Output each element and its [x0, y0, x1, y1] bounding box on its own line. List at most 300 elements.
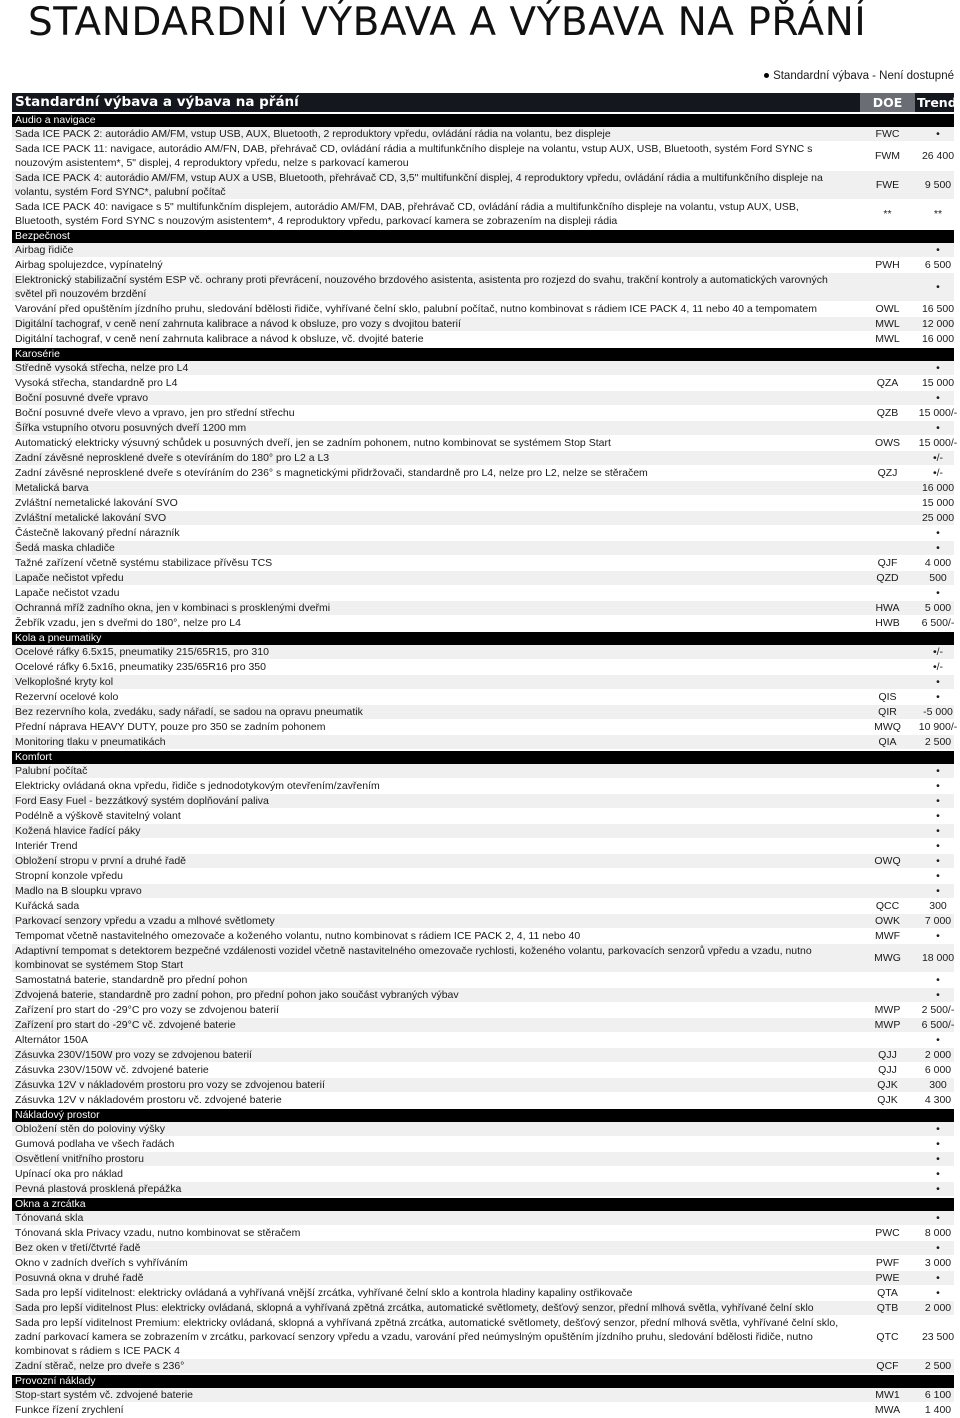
equipment-table: [12, 93, 958, 1418]
row-code: [860, 1137, 915, 1151]
row-code: QJJ: [878, 1064, 897, 1076]
table-row: [12, 1286, 954, 1301]
row-description: Zásuvka 12V v nákladovém prostoru vč. zdvojené baterie: [15, 1094, 282, 1106]
row-trend-value: •: [936, 691, 940, 703]
row-trend-value: •: [936, 825, 940, 837]
row-trend-value: •: [936, 870, 940, 882]
row-trend-value: •: [936, 780, 940, 792]
row-description: Vysoká střecha, standardně pro L4: [15, 377, 178, 389]
row-code: [860, 1241, 915, 1255]
row-description: Adaptivní tempomat s detektorem bezpečné vzdálenosti vozidel včetně nastavitelného omezovače rychlosti, koženého volantu, parkovacích senzorů vpředu a vzadu, nutno kombinovat se systémem Stop Start: [15, 945, 812, 971]
row-trend-value: 4 000: [924, 557, 952, 569]
table-row: [12, 376, 954, 391]
row-description: Boční posuvné dveře vpravo: [15, 392, 149, 404]
row-trend-value: •: [936, 989, 940, 1001]
row-trend-value: 6 500/-: [921, 617, 955, 629]
table-row: [12, 944, 954, 973]
row-trend-value: •: [936, 362, 940, 374]
row-description: Sada pro lepší viditelnost: elektricky ovládaná a vyhřívaná vnější zrcátka, vyhřívané čelní sklo a kontrola hladiny kapaliny ostřikovače: [15, 1287, 633, 1299]
row-description: Monitoring tlaku v pneumatikách: [15, 736, 166, 748]
row-trend-value: •: [936, 1242, 940, 1254]
row-code: [860, 645, 915, 659]
table-row: [12, 1271, 954, 1286]
row-description: Zadní závěsné neprosklené dveře s otevíráním do 236° s magnetickými přidržovači, standardně pro L4, nelze pro L2, nelze se stěračem: [15, 467, 648, 479]
row-trend-value: •/-: [932, 452, 944, 464]
section: [12, 1375, 954, 1418]
row-description: Zvláštní nemetalické lakování SVO: [15, 497, 178, 509]
row-code: PWH: [875, 259, 900, 271]
row-code: [860, 869, 915, 883]
row-code: MWQ: [874, 721, 901, 733]
row-trend-value: •: [936, 974, 940, 986]
row-trend-value: •: [936, 1287, 940, 1299]
row-code: [860, 361, 915, 375]
row-description: Samostatná baterie, standardně pro přední pohon: [15, 974, 248, 986]
row-trend-value: 5 000: [924, 602, 952, 614]
row-code: QZD: [876, 572, 899, 584]
row-description: Sada pro lepší viditelnost Premium: elektricky ovládaná, sklopná a vyhřívaná zpětná zrcátka, automatické světlomety, dešťový senzor, přední mlhová světla, vyhřívané čelní sklo, zadní parkovací kamera se zobrazením v zrcátku, parkovací senzory vpředu a vzadu, varování před neúmyslným opuštěním jízdního pruhu, sledování bdělosti řidiče, nutno kombinovat s rádiem s ICE PACK 4: [15, 1317, 839, 1357]
table-row: [12, 764, 954, 779]
table-header: [12, 93, 957, 112]
row-code: QZJ: [877, 467, 898, 479]
row-trend-value: 6 100: [924, 1389, 952, 1401]
row-description: Stop-start systém vč. zdvojené baterie: [15, 1389, 193, 1401]
row-trend-value: 26 400: [921, 150, 955, 162]
table-row: [12, 869, 954, 884]
row-description: Sada ICE PACK 40: navigace s 5" multifunkčním displejem, autorádio AM/FM, DAB, přehrávač CD, ovládání rádia a multifunkčního displeje na volantu, vstup AUX, USB, Bluetooth, systém Ford SYNC s nouzovým asistentem*, 4 reproduktory vpředu, parkovací kamera se zobrazením na displeji rádia: [15, 201, 799, 227]
row-description: Sada ICE PACK 4: autorádio AM/FM, vstup AUX a USB, Bluetooth, přehrávač CD, 3,5" multifunkční displej, 4 reproduktory vpředu, ovládání rádia a multifunkčního displeje na volantu, systém Ford SYNC*, palubní počítač: [15, 172, 823, 198]
row-code: **: [883, 208, 892, 220]
row-code: [860, 675, 915, 689]
table-row: [12, 1152, 954, 1167]
row-description: Varování před opuštěním jízdního pruhu, sledování bdělosti řidiče, vyhřívané čelní sklo, palubní počítač, nutno kombinovat s rádiem ICE PACK 4, 11 nebo 40 a tempomatem: [15, 303, 817, 315]
row-description: Pevná plastová prosklená přepážka: [15, 1183, 182, 1195]
table-title: Standardní výbava a výbava na přání: [15, 94, 299, 110]
row-description: Elektronický stabilizační systém ESP vč. ochrany proti převrácení, nouzového brzdového asistenta, asistenta pro rozjezd do svahu, trakční kontroly a automatických varovných světel při nouzovém brzdění: [15, 274, 828, 300]
row-trend-value: 2 500: [924, 1360, 952, 1372]
row-description: Stropní konzole vpředu: [15, 870, 123, 882]
row-trend-value: 6 500: [924, 259, 952, 271]
table-row: [12, 601, 954, 616]
row-description: Boční posuvné dveře vlevo a vpravo, jen pro střední střechu: [15, 407, 295, 419]
row-description: Zásuvka 230V/150W vč. zdvojené baterie: [15, 1064, 209, 1076]
table-row: [12, 1003, 954, 1018]
section-header: Bezpečnost: [12, 230, 954, 243]
table-row: [12, 258, 954, 273]
table-row: [12, 854, 954, 869]
row-description: Airbag spolujezdce, vypínatelný: [15, 259, 163, 271]
table-row: [12, 1078, 954, 1093]
row-trend-value: 12 000: [921, 318, 955, 330]
row-trend-value: •/-: [932, 661, 944, 673]
row-trend-value: 9 500: [924, 179, 952, 191]
section-rows: [12, 361, 958, 631]
row-code: [860, 824, 915, 838]
row-trend-value: •: [936, 527, 940, 539]
table-row: [12, 1211, 954, 1226]
row-description: Bez oken v třetí/čtvrté řadě: [15, 1242, 141, 1254]
table-row: [12, 406, 958, 421]
row-description: Zvláštní metalické lakování SVO: [15, 512, 167, 524]
table-row: [12, 1048, 954, 1063]
row-description: Palubní počítač: [15, 765, 88, 777]
row-trend-value: -5 000: [923, 706, 953, 718]
row-trend-value: 8 000: [924, 1227, 952, 1239]
row-description: Zařízení pro start do -29°C vč. zdvojené baterie: [15, 1019, 236, 1031]
table-row: [12, 675, 954, 690]
row-trend-value: •: [936, 1272, 940, 1284]
row-description: Tempomat včetně nastavitelného omezovače a koženého volantu, nutno kombinovat s rádiem ICE PACK 2, 4, 11 nebo 40: [15, 930, 581, 942]
table-row: [12, 720, 958, 735]
table-row: [12, 929, 954, 944]
row-description: Upínací oka pro náklad: [15, 1168, 123, 1180]
table-row: [12, 914, 954, 929]
row-code: QTC: [876, 1331, 899, 1343]
section: [12, 114, 954, 229]
table-row: [12, 391, 954, 406]
row-code: [860, 988, 915, 1002]
section-header: Komfort: [12, 751, 954, 764]
table-row: [12, 660, 954, 675]
row-description: Parkovací senzory vpředu a vzadu a mlhové světlomety: [15, 915, 275, 927]
section-header: Okna a zrcátka: [12, 1198, 954, 1211]
row-trend-value: 2 000: [924, 1302, 952, 1314]
row-trend-value: 16 500: [921, 303, 955, 315]
row-description: Automatický elektricky výsuvný schůdek u posuvných dveří, jen se zadním pohonem, nutno kombinovat se systémem Stop Start: [15, 437, 611, 449]
table-row: [12, 127, 954, 142]
table-row: [12, 1301, 954, 1316]
row-trend-value: 6 000: [924, 1064, 952, 1076]
table-row: [12, 1182, 954, 1197]
row-description: Přední náprava HEAVY DUTY, pouze pro 350 se zadním pohonem: [15, 721, 326, 733]
row-trend-value: 25 000: [921, 512, 955, 524]
table-row: [12, 1093, 954, 1108]
row-code: OWL: [875, 303, 900, 315]
row-description: Ochranná mříž zadního okna, jen v kombinaci s prosklenými dveřmi: [15, 602, 331, 614]
row-trend-value: 7 000: [924, 915, 952, 927]
row-code: FWM: [874, 150, 901, 162]
row-description: Sada pro lepší viditelnost Plus: elektricky ovládaná, sklopná a vyhřívaná zpětná zrcátka, automatické světlomety, dešťový senzor, přední mlhová světla, vyhřívané čelní sklo: [15, 1302, 814, 1314]
table-row: [12, 451, 954, 466]
row-code: OWQ: [874, 855, 901, 867]
row-trend-value: **: [933, 208, 943, 220]
row-trend-value: •: [936, 676, 940, 688]
row-code: QCC: [875, 900, 900, 912]
section: [12, 632, 958, 750]
section: [12, 751, 954, 1108]
table-row: [12, 794, 954, 809]
table-row: [12, 1316, 954, 1359]
row-trend-value: 15 000/-: [918, 437, 958, 449]
row-trend-value: 300: [929, 1079, 947, 1091]
row-trend-value: 23 500: [921, 1331, 955, 1343]
row-code: QZA: [876, 377, 899, 389]
row-trend-value: •: [936, 542, 940, 554]
section-rows: [12, 1388, 954, 1418]
row-code: [860, 1167, 915, 1181]
table-row: [12, 690, 954, 705]
row-description: Digitální tachograf, v ceně není zahrnuta kalibrace a návod k obsluze, vč. dvojité baterie: [15, 333, 424, 345]
table-row: [12, 1033, 954, 1048]
row-code: MWP: [874, 1019, 901, 1031]
table-row: [12, 273, 954, 302]
table-row: [12, 1359, 954, 1374]
table-row: [12, 421, 954, 436]
row-description: Žebřík vzadu, jen s dveřmi do 180°, nelze pro L4: [15, 617, 241, 629]
row-code: QJK: [877, 1079, 898, 1091]
table-row: [12, 1063, 954, 1078]
row-description: Sada ICE PACK 2: autorádio AM/FM, vstup USB, AUX, Bluetooth, 2 reproduktory vpředu, ovládání rádia na volantu, bez displeje: [15, 128, 611, 140]
table-row: [12, 973, 954, 988]
table-row: [12, 779, 954, 794]
row-trend-value: 15 000: [921, 497, 955, 509]
row-trend-value: •: [936, 1153, 940, 1165]
row-description: Posuvná okna v druhé řadě: [15, 1272, 144, 1284]
row-code: HWA: [875, 602, 900, 614]
section-rows: [12, 764, 954, 1108]
section-rows: [12, 127, 954, 229]
row-trend-value: •: [936, 1168, 940, 1180]
row-description: Lapače nečistot vzadu: [15, 587, 120, 599]
row-description: Ocelové ráfky 6.5x15, pneumatiky 215/65R15, pro 310: [15, 646, 269, 658]
row-description: Kožená hlavice řadící páky: [15, 825, 141, 837]
row-code: [860, 511, 915, 525]
table-row: [12, 556, 954, 571]
section-header: Karosérie: [12, 348, 954, 361]
row-trend-value: 500: [929, 572, 947, 584]
table-row: [12, 361, 954, 376]
row-code: MWL: [875, 318, 900, 330]
table-row: [12, 839, 954, 854]
row-trend-value: •: [936, 1034, 940, 1046]
table-row: [12, 200, 954, 229]
row-description: Gumová podlaha ve všech řadách: [15, 1138, 175, 1150]
row-description: Ford Easy Fuel - bezzátkový systém doplňování paliva: [15, 795, 269, 807]
row-code: [860, 243, 915, 257]
table-row: [12, 481, 954, 496]
row-code: QIA: [878, 736, 897, 748]
row-trend-value: •: [936, 244, 940, 256]
row-trend-value: •: [936, 392, 940, 404]
row-description: Okno v zadních dveřích s vyhříváním: [15, 1257, 188, 1269]
row-code: QZB: [876, 407, 899, 419]
row-code: [860, 839, 915, 853]
row-code: MWA: [874, 1404, 901, 1416]
row-trend-value: •: [936, 1123, 940, 1135]
row-trend-value: •: [936, 810, 940, 822]
section-header: Provozní náklady: [12, 1375, 954, 1388]
row-code: [860, 973, 915, 987]
row-trend-value: •: [936, 128, 940, 140]
row-description: Ocelové ráfky 6.5x16, pneumatiky 235/65R16 pro 350: [15, 661, 266, 673]
row-code: QJJ: [878, 1049, 897, 1061]
row-description: Rezervní ocelové kolo: [15, 691, 119, 703]
table-row: [12, 1241, 954, 1256]
row-code: HWB: [875, 617, 900, 629]
row-code: QIS: [878, 691, 897, 703]
table-row: [12, 645, 954, 660]
row-code: QTB: [876, 1302, 899, 1314]
table-row: [12, 1137, 954, 1152]
table-row: [12, 1167, 954, 1182]
row-code: [860, 481, 915, 495]
section-header: Kola a pneumatiky: [12, 632, 954, 645]
table-row: [12, 1388, 954, 1403]
row-trend-value: •/-: [932, 646, 944, 658]
row-code: QIR: [878, 706, 897, 718]
section-rows: [12, 1122, 954, 1197]
row-code: [860, 526, 915, 540]
row-trend-value: •: [936, 281, 940, 293]
row-code: [860, 1211, 915, 1225]
row-code: [860, 1033, 915, 1047]
row-description: Metalická barva: [15, 482, 89, 494]
row-trend-value: 1 400: [924, 1404, 952, 1416]
row-trend-value: •: [936, 795, 940, 807]
row-trend-value: 18 000: [921, 952, 955, 964]
row-trend-value: •: [936, 930, 940, 942]
row-code: [860, 779, 915, 793]
row-trend-value: •: [936, 1212, 940, 1224]
row-description: Obložení stěn do poloviny výšky: [15, 1123, 165, 1135]
table-row: [12, 317, 954, 332]
row-description: Digitální tachograf, v ceně není zahrnuta kalibrace a návod k obsluze, pro vozy s dvojitou baterií: [15, 318, 461, 330]
row-code: MWP: [874, 1004, 901, 1016]
row-description: Šedá maska chladiče: [15, 542, 115, 554]
row-code: OWK: [874, 915, 901, 927]
row-code: [860, 391, 915, 405]
row-description: Osvětlení vnitřního prostoru: [15, 1153, 144, 1165]
table-row: [12, 541, 954, 556]
row-description: Funkce řízení zrychlení: [15, 1404, 124, 1416]
row-trend-value: 300: [929, 900, 947, 912]
row-description: Sada ICE PACK 11: navigace, autorádio AM/FN, DAB, přehrávač CD, ovládání rádia a multifunkčního displeje na volantu, vstup AUX, USB, Bluetooth, systém Ford SYNC s nouzovým asistentem*, 5" displej, 4 reproduktory vpředu, nelze s parkovací kamerou: [15, 143, 813, 169]
row-description: Velkoplošné kryty kol: [15, 676, 114, 688]
row-description: Zásuvka 230V/150W pro vozy se zdvojenou baterií: [15, 1049, 252, 1061]
row-description: Elektricky ovládaná okna vpředu, řidiče s jednodotykovým otevřením/zavřením: [15, 780, 380, 792]
table-row: [12, 332, 954, 347]
row-trend-value: •: [936, 840, 940, 852]
row-code: [860, 660, 915, 674]
table-row: [12, 1403, 954, 1418]
row-code: OWS: [874, 437, 901, 449]
table-row: [12, 586, 954, 601]
table-row: [12, 884, 954, 899]
row-trend-value: 2 000: [924, 1049, 952, 1061]
section-rows: [12, 645, 958, 750]
table-row: [12, 436, 958, 451]
section: [12, 348, 958, 631]
row-description: Lapače nečistot vpředu: [15, 572, 124, 584]
row-description: Šířka vstupního otvoru posuvných dveří 1200 mm: [15, 422, 247, 434]
row-code: [860, 794, 915, 808]
section-header: Audio a navigace: [12, 114, 954, 127]
row-trend-value: •: [936, 1183, 940, 1195]
row-trend-value: 4 300: [924, 1094, 952, 1106]
page-title: STANDARDNÍ VÝBAVA A VÝBAVA NA PŘÁNÍ: [28, 0, 867, 45]
table-row: [12, 1226, 954, 1241]
row-description: Podélně a výškově stavitelný volant: [15, 810, 181, 822]
column-header-trend: Trend: [917, 95, 957, 110]
table-row: [12, 466, 954, 481]
table-row: [12, 705, 954, 720]
table-row: [12, 526, 954, 541]
row-code: [860, 1152, 915, 1166]
row-description: Obložení stropu v první a druhé řadě: [15, 855, 187, 867]
row-code: [860, 884, 915, 898]
row-description: Tažné zařízení včetně systému stabilizace přívěsu TCS: [15, 557, 273, 569]
row-trend-value: 15 000/-: [918, 407, 958, 419]
row-description: Zadní stěrač, nelze pro dveře s 236°: [15, 1360, 185, 1372]
row-description: Madlo na B sloupku vpravo: [15, 885, 142, 897]
row-code: QTA: [877, 1287, 898, 1299]
bullet-icon: [764, 73, 769, 78]
row-code: [860, 451, 915, 465]
table-row: [12, 142, 954, 171]
row-description: Středně vysoká střecha, nelze pro L4: [15, 362, 189, 374]
row-code: FWE: [875, 179, 900, 191]
table-row: [12, 171, 954, 200]
row-description: Zdvojená baterie, standardně pro zadní pohon, pro přední pohon jako součást vybraných výbav: [15, 989, 459, 1001]
row-description: Alternátor 150A: [15, 1034, 88, 1046]
row-trend-value: •/-: [932, 467, 944, 479]
row-trend-value: 3 000: [924, 1257, 952, 1269]
row-description: Tónovaná skla: [15, 1212, 84, 1224]
row-description: Bez rezervního kola, zvedáku, sady nářadí, se sadou na opravu pneumatik: [15, 706, 363, 718]
table-row: [12, 1018, 954, 1033]
row-trend-value: •: [936, 765, 940, 777]
row-description: Zařízení pro start do -29°C pro vozy se zdvojenou baterií: [15, 1004, 279, 1016]
row-code: [860, 586, 915, 600]
row-trend-value: 6 500/-: [921, 1019, 955, 1031]
table-row: [12, 616, 954, 631]
section-rows: [12, 243, 954, 347]
row-trend-value: •: [936, 587, 940, 599]
section: [12, 1198, 954, 1374]
row-code: QCF: [876, 1360, 899, 1372]
table-row: [12, 809, 954, 824]
row-code: FWC: [875, 128, 900, 140]
section: [12, 1109, 954, 1197]
row-code: [860, 764, 915, 778]
row-code: [860, 273, 915, 301]
table-row: [12, 496, 954, 511]
section-rows: [12, 1211, 954, 1374]
table-row: [12, 988, 954, 1003]
row-description: Kuřácká sada: [15, 900, 80, 912]
legend-text: Standardní výbava - Není dostupné: [773, 70, 954, 82]
row-trend-value: •: [936, 885, 940, 897]
row-code: [860, 496, 915, 510]
row-trend-value: 15 000: [921, 377, 955, 389]
row-code: [860, 421, 915, 435]
row-code: [860, 809, 915, 823]
row-code: MWL: [875, 333, 900, 345]
table-row: [12, 571, 954, 586]
table-row: [12, 735, 954, 750]
row-code: QJK: [877, 1094, 898, 1106]
table-row: [12, 243, 954, 258]
row-trend-value: •: [936, 855, 940, 867]
table-row: [12, 302, 954, 317]
table-row: [12, 899, 954, 914]
row-code: [860, 1182, 915, 1196]
row-description: Airbag řidiče: [15, 244, 74, 256]
row-description: Tónovaná skla Privacy vzadu, nutno kombinovat se stěračem: [15, 1227, 301, 1239]
row-trend-value: 2 500: [924, 736, 952, 748]
row-description: Částečně lakovaný přední nárazník: [15, 527, 180, 539]
row-trend-value: •: [936, 422, 940, 434]
